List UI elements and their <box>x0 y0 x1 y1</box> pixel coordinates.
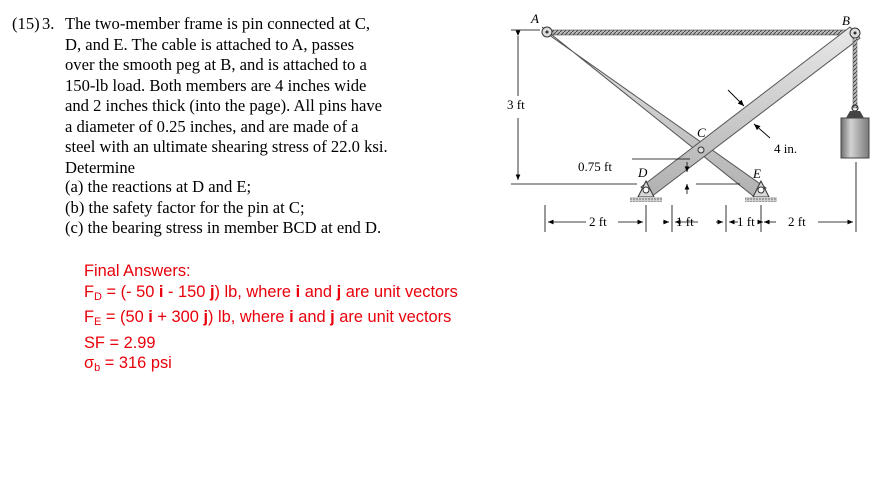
problem-line: (a) the reactions at D and E; <box>65 177 252 196</box>
problem-line: a diameter of 0.25 inches, and are made of a <box>65 116 359 136</box>
dim-2ft-right-label: 2 ft <box>788 214 806 229</box>
problem-line: (b) the safety factor for the pin at C; <box>65 197 305 217</box>
problem-line: (c) the bearing stress in member BCD at end D. <box>65 218 382 237</box>
problem-line: 3. The two-member frame is pin connected at C, <box>42 14 371 33</box>
item-number: 3. <box>42 14 55 33</box>
answers-heading: Final Answers: <box>84 262 191 280</box>
label-d: D <box>638 165 648 180</box>
label-e: E <box>753 166 761 181</box>
member-bcd <box>641 27 860 197</box>
problem-line: 150-lb load. Both members are 4 inches wide <box>65 75 367 95</box>
dim-075ft-label: 0.75 ft <box>578 159 612 174</box>
dim-1ft-a-label: 1 ft <box>676 214 694 229</box>
member-ace <box>542 27 766 199</box>
answer-fe: $F_E = (50$ i + 300 j) lb, where i and j are unit vectors <box>84 308 452 329</box>
dim-4in-label: 4 in. <box>774 141 798 156</box>
answer-safety-factor: SF = 2.99 <box>84 333 156 352</box>
answer-fd: $F_D$ = (- 50 i - 150 j) lb, where i and j are unit vectors <box>84 282 458 303</box>
problem-line: D, and E. The cable is attached to A, passes <box>65 34 355 54</box>
label-a: A <box>531 11 539 26</box>
rope <box>853 38 857 108</box>
problem-line: and 2 inches thick (into the page). All pins have <box>65 96 383 115</box>
load-weight <box>841 118 869 158</box>
problem-number: (15) <box>12 14 40 33</box>
problem-line: steel with an ultimate shearing stress of 22.0 ksi. <box>65 137 388 156</box>
problem-line: Determine <box>65 157 136 177</box>
label-c: C <box>697 125 706 140</box>
dim-2ft-left-label: 2 ft <box>589 214 607 229</box>
label-b: B <box>842 13 850 28</box>
dim-1ft-b-label: 1 ft <box>737 214 755 229</box>
cable-ab <box>546 30 854 35</box>
pin-c <box>698 147 704 153</box>
dim-3ft-label: 3 ft <box>507 97 525 112</box>
problem-line: over the smooth peg at B, and is attached to a <box>65 55 367 74</box>
answer-bearing-stress: $\sigma_b = 316$ psi <box>84 354 172 375</box>
